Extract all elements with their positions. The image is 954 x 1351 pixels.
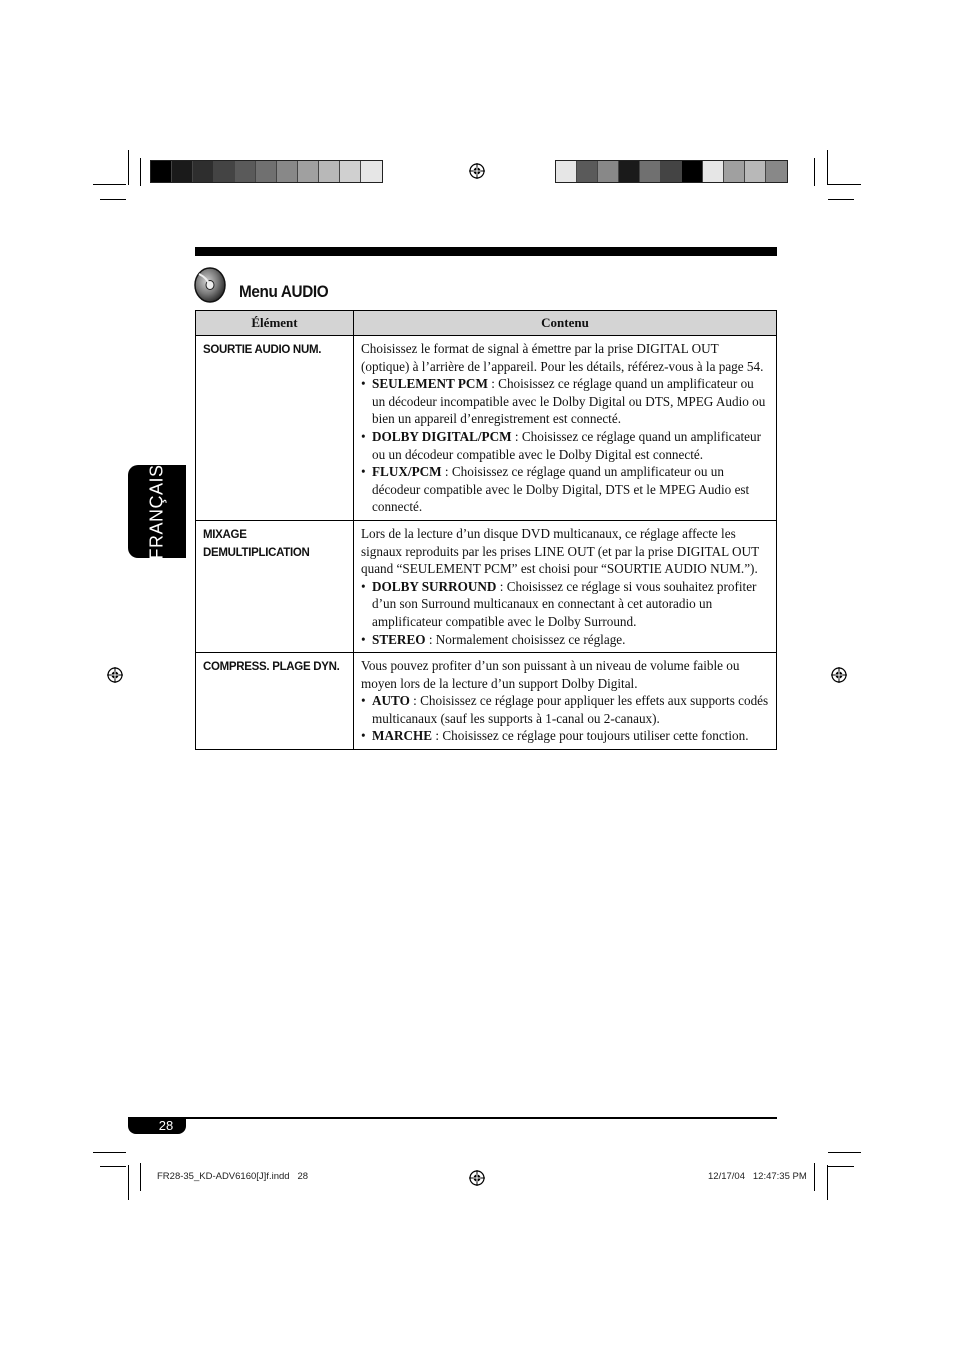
crop-mark	[828, 1152, 861, 1153]
color-swatch	[661, 161, 682, 182]
option-term: AUTO	[372, 693, 410, 709]
table-body	[196, 336, 777, 750]
option-term: SEULEMENT PCM	[372, 376, 488, 392]
option-bullet	[361, 578, 770, 631]
crop-mark	[128, 1165, 129, 1200]
option-term: DOLBY DIGITAL/PCM	[372, 428, 512, 444]
color-swatch	[619, 161, 640, 182]
registration-mark-icon	[469, 163, 485, 179]
color-swatch	[340, 161, 361, 182]
crop-mark	[100, 199, 126, 200]
option-text: : Choisissez ce réglage pour toujours utiliser cette fonction.	[432, 728, 749, 744]
color-bar-right	[555, 160, 788, 183]
color-swatch	[766, 161, 787, 182]
option-term: DOLBY SURROUND	[372, 578, 497, 594]
color-swatch	[193, 161, 214, 182]
option-text: : Normalement choisissez ce réglage.	[425, 631, 626, 647]
option-bullet	[361, 727, 770, 745]
description-intro: Choisissez le format de signal à émettre par la prise DIGITAL OUT (optique) à l’arrière de l’appareil. Pour les détails, référez-vous à la page 54.	[361, 341, 764, 374]
crop-mark	[100, 1166, 126, 1167]
color-swatch	[277, 161, 298, 182]
crop-mark	[828, 184, 861, 185]
column-header-content: Contenu	[354, 311, 777, 336]
option-bullet	[361, 631, 770, 649]
option-term: FLUX/PCM	[372, 464, 442, 480]
crop-mark	[814, 158, 815, 186]
color-swatch	[214, 161, 235, 182]
setting-name: COMPRESS. PLAGE DYN.	[196, 653, 354, 750]
color-bar-left	[150, 160, 383, 183]
page-number-tab	[128, 1118, 186, 1134]
color-swatch	[556, 161, 577, 182]
color-swatch	[172, 161, 193, 182]
table-header-row	[196, 311, 777, 336]
option-text: : Choisissez ce réglage si vous souhaitez profiter d’un son Surround multicanaux en connectant à cet autoradio un amplificateur compatible avec le Dolby Surround.	[372, 578, 757, 629]
option-text: : Choisissez ce réglage pour appliquer les effets aux supports codés multicanaux (sauf les supports à 1-canal ou 2-canaux).	[372, 693, 769, 726]
setting-description	[354, 653, 777, 750]
column-header-element: Élément	[196, 311, 354, 336]
color-swatch	[577, 161, 598, 182]
footer-timestamp: 12/17/04 12:47:35 PM	[708, 1171, 807, 1182]
color-swatch	[256, 161, 277, 182]
color-swatch	[298, 161, 319, 182]
footer-filename: FR28-35_KD-ADV6160[J]f.indd 28	[157, 1171, 309, 1182]
crop-mark	[827, 1165, 828, 1200]
crop-mark	[827, 150, 828, 185]
footer-rule	[128, 1117, 777, 1119]
option-term: MARCHE	[372, 728, 433, 744]
color-swatch	[724, 161, 745, 182]
color-swatch	[640, 161, 661, 182]
section-header-bar	[195, 247, 777, 256]
crop-mark	[828, 199, 854, 200]
settings-table	[195, 310, 777, 750]
option-bullet	[361, 375, 770, 428]
option-bullet	[361, 692, 770, 727]
crop-mark	[814, 1163, 815, 1191]
color-swatch	[361, 161, 382, 182]
color-swatch	[151, 161, 172, 182]
crop-mark	[93, 184, 126, 185]
option-term: STEREO	[372, 631, 426, 647]
description-intro: Vous pouvez profiter d’un son puissant à un niveau de volume faible ou moyen lors de la lecture d’un support Dolby Digital.	[361, 658, 740, 691]
option-text: : Choisissez ce réglage quand un amplificateur ou un décodeur compatible avec le Dolby Digital est connecté.	[372, 428, 761, 462]
option-bullet	[361, 463, 770, 516]
color-swatch	[703, 161, 724, 182]
setting-description	[354, 336, 777, 521]
setting-name: MIXAGE DEMULTIPLICATION	[196, 520, 354, 652]
language-tab	[128, 465, 186, 558]
registration-mark-icon	[107, 667, 123, 683]
disc-icon	[193, 266, 227, 304]
option-text: : Choisissez ce réglage quand un amplificateur ou un décodeur incompatible avec le Dolby Digital ou DTS, MPEG Audio ou bien un appareil d’enregistrement est connecté.	[372, 376, 766, 427]
setting-description	[354, 520, 777, 652]
crop-mark	[140, 158, 141, 186]
crop-mark	[93, 1152, 126, 1153]
color-swatch	[235, 161, 256, 182]
page-title: Menu AUDIO	[239, 282, 329, 301]
section-title-row	[193, 264, 338, 304]
table-row	[196, 336, 777, 521]
crop-mark	[140, 1163, 141, 1191]
color-swatch	[598, 161, 619, 182]
color-swatch	[745, 161, 766, 182]
description-intro: Lors de la lecture d’un disque DVD multicanaux, ce réglage affecte les signaux reproduits par les prises LINE OUT (et par la prise DIGITAL OUT quand “SEULEMENT PCM” est choisi pour “SOURTIE AUDIO NUM.”).	[361, 525, 759, 577]
setting-name: SOURTIE AUDIO NUM.	[196, 336, 354, 521]
language-tab-label: FRANÇAIS	[146, 463, 167, 560]
table-row	[196, 520, 777, 652]
page-number: 28	[158, 1118, 174, 1133]
color-swatch	[682, 161, 703, 182]
crop-mark	[828, 1166, 854, 1167]
option-bullet	[361, 428, 770, 463]
table-row	[196, 653, 777, 750]
registration-mark-icon	[469, 1170, 485, 1186]
registration-mark-icon	[831, 667, 847, 683]
option-text: : Choisissez ce réglage quand un amplificateur ou un décodeur compatible avec le Dolby Digital, DTS et le MPEG Audio est connecté.	[372, 464, 750, 515]
crop-mark	[128, 150, 129, 185]
color-swatch	[319, 161, 340, 182]
